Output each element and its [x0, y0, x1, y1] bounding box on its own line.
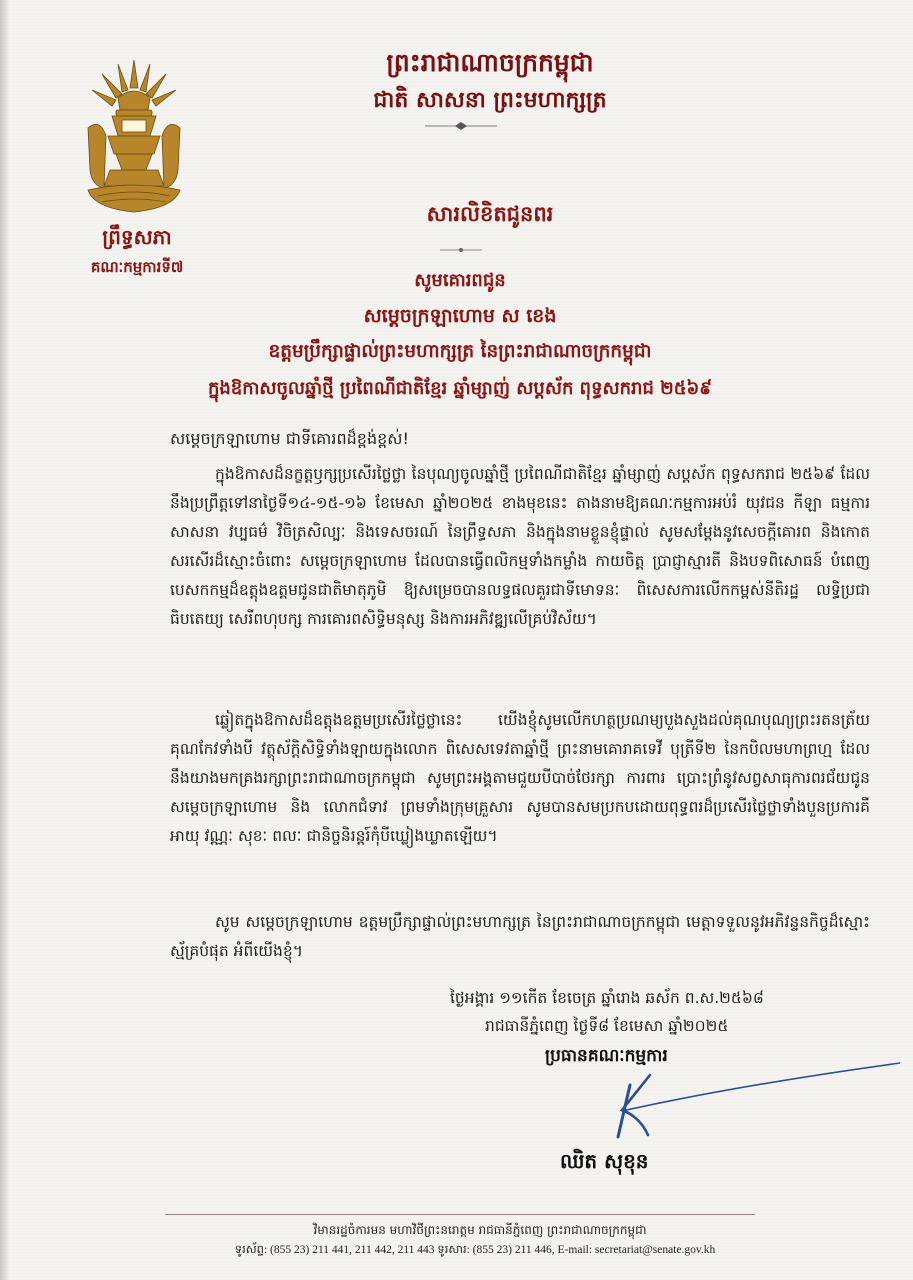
national-motto: ជាតិ សាសនា ព្រះមហាក្សត្រ — [373, 88, 607, 113]
lunar-date: ថ្ងៃអង្គារ ១១កើត ខែចេត្រ ឆ្នាំរោង ឆស័ក ព.ស.២៥៦៨ — [450, 989, 764, 1007]
royal-crest-icon — [78, 58, 190, 218]
commission-name: គណៈកម្មការទី៧ — [90, 258, 184, 276]
recipient-position: ឧត្តមប្រឹក្សាផ្ទាល់ព្រះមហាក្សត្រ នៃព្រះរាជាណាចក្រកម្ពុជា — [268, 341, 652, 362]
signer-title: ប្រធានគណៈកម្មការ — [545, 1046, 668, 1066]
salutation: សម្តេចក្រឡាហោម ជាទីគោរពដ៏ខ្ពង់ខ្ពស់! — [170, 429, 409, 448]
handwritten-signature — [560, 1055, 900, 1145]
footer-address: វិមានរដ្ឋចំការមន មហាវិថីព្រះនរោត្តម រាជធានីភ្នំពេញ ព្រះរាជាណាចក្រកម្ពុជា — [313, 1223, 647, 1237]
recipient-name: សម្តេចក្រឡាហោម ស ខេង — [363, 305, 557, 327]
place-date: រាជធានីភ្នំពេញ ថ្ងៃទី៨ ខែមេសា ឆ្នាំ២០២៥ — [485, 1017, 729, 1035]
page-edge-shadow — [0, 0, 10, 1280]
paragraph-2: ឆ្លៀតក្នុងឱកាសដ៏ឧត្តុងឧត្តមប្រសើរថ្លៃថ្លានេះ យើងខ្ញុំសូមលើកហត្ថប្រណម្យបួងសួងដល់គុណបុណ្យព្រះរតនត្រ័យគុណកែវទាំងបី វត្ថុស័ក្តិសិទ្ធិទាំងឡាយក្នុងលោក ពិសេសទេវតាឆ្នាំថ្មី ព្រះនាមគោរាគទេវី បុត្រីទី២ នៃកបិលមហាព្រហ្ម ដែលនឹងយាងមកគ្រងរក្សាព្រះរាជាណាចក្រកម្ពុជា សូមព្រះអង្គតាមជួយបីបាច់ថែរក្សា ការពារ ប្រោះព្រំនូវសព្វសាធុការពរជ័យជូន សម្តេចក្រឡាហោម និង លោកជំទាវ ព្រមទាំងក្រុមគ្រួសារ សូមបានសមប្រកបដោយពុទ្ធពរដ៏ប្រសើរថ្លៃថ្លាទាំងបួនប្រការគឺ អាយុ វណ្ណៈ សុខៈ ពលៈ ជានិច្ចនិរន្តរ៍កុំបីឃ្លៀងឃ្លាតឡើយ។ — [170, 711, 870, 845]
occasion-line: ក្នុងឱកាសចូលឆ្នាំថ្មី ប្រពៃណីជាតិខ្មែរ ឆ្នាំម្សាញ់ សប្តស័ក ពុទ្ធសករាជ ២៥៦៩ — [207, 378, 713, 399]
title-divider-icon — [440, 246, 482, 254]
footer-contact: ទូរស័ព្ទ: (855 23) 211 441, 211 442, 211 443 ទូរសារ: (855 23) 211 446, E-mail: secretariat@senate.gov.kh — [234, 1244, 716, 1256]
senate-name: ព្រឹទ្ធសភា — [102, 225, 172, 249]
divider-ornament-icon — [425, 122, 497, 130]
footer-divider — [165, 1214, 755, 1215]
paragraph-3: សូម សម្តេចក្រឡាហោម ឧត្តមប្រឹក្សាផ្ទាល់ព្រះមហាក្សត្រ នៃព្រះរាជាណាចក្រកម្ពុជា មេត្តាទទួលនូវអភិវន្ទនកិច្ចដ៏ស្មោះស្ម័គ្របំផុត អំពីយើងខ្ញុំ។ — [170, 913, 870, 960]
signer-name: ឈិត សុខុន — [560, 1149, 649, 1173]
document-title: សារលិខិតជូនពរ — [426, 202, 554, 226]
kingdom-heading: ព្រះរាជាណាចក្រកម្ពុជា — [386, 48, 594, 77]
paragraph-1: ក្នុងឱកាសដ៏នក្ខត្តឫក្សប្រសើរថ្លៃថ្លា នៃបុណ្យចូលឆ្នាំថ្មី ប្រពៃណីជាតិខ្មែរ ឆ្នាំម្សាញ់ សប្តស័ក ពុទ្ធសករាជ ២៥៦៩ ដែលនឹងប្រព្រឹត្តទៅនាថ្ងៃទី១៤-១៥-១៦ ខែមេសា ឆ្នាំ២០២៥ ខាងមុខនេះ តាងនាមឱ្យគណៈកម្មការអប់រំ យុវជន កីឡា ធម្មការ សាសនា វប្បធម៌ វិចិត្រសិល្បៈ និងទេសចរណ៍ នៃព្រឹទ្ធសភា និងក្នុងនាមខ្លួនខ្ញុំផ្ទាល់ សូមសម្តែងនូវសេចក្តីគោរព និងកោតសរសើរដ៏ស្មោះចំពោះ សម្តេចក្រឡាហោម ដែលបានធ្វើពលិកម្មទាំងកម្លាំង កាយចិត្ត ប្រាជ្ញាស្មារតី និងបទពិសោធន៍ បំពេញបេសកកម្មដ៏ឧត្តុងឧត្តមជូនជាតិមាតុភូមិ ឱ្យសម្រេចបានលទ្ធផលគួរជាទីមោទនៈ ពិសេសការលើកកម្ពស់នីតិរដ្ឋ លទ្ធិប្រជាធិបតេយ្យ សេរីពហុបក្ស ការគោរពសិទ្ធិមនុស្ស និងការអភិវឌ្ឍលើគ្រប់វិស័យ។ — [170, 465, 870, 628]
respectfully-to: សូមគោរពជូន — [414, 270, 506, 291]
